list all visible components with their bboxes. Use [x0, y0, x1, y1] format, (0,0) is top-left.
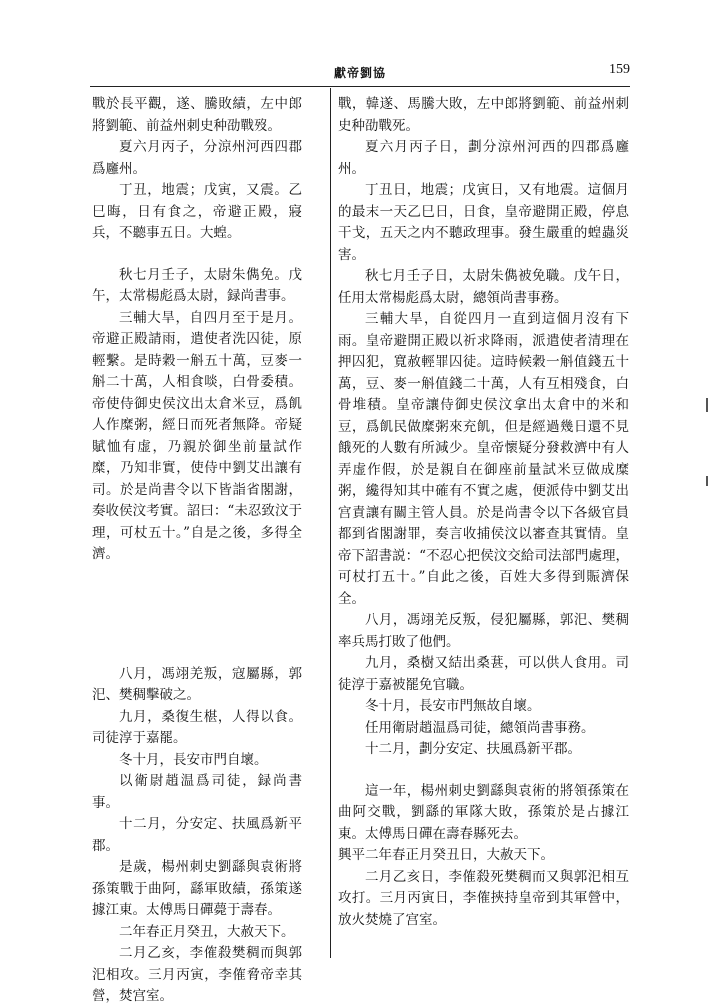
paragraph: 二年春正月癸丑，大赦天下。	[119, 923, 295, 940]
paragraph: 夏六月丙子，分涼州河西四郡爲廱州。	[92, 139, 302, 177]
page-header	[90, 60, 630, 87]
paragraph: 十二月，劃分安定、扶風爲新平郡。	[365, 741, 581, 757]
paragraph: 三輔大旱，自四月至于是月。帝避正殿請雨，遣使者洗囚徒，原輕繫。是時穀一斛五十萬，豆麥一斛二十萬，人相食啖，白骨委積。帝使侍御史侯汶出太倉米豆，爲飢人作糜粥，經日而死者無降。帝疑賦恤有虚，乃親於御坐前量試作糜，乃知非實，使侍中劉艾出讓有司。於是尚書令以下皆詣省閣謝，奏收侯汶考實。詔曰：“未忍致汶于理，可杖五十。”自是之後，多得全濟。	[92, 309, 302, 562]
running-title: 獻帝劉協	[333, 66, 386, 80]
paragraph: 秋七月壬子，太尉朱儁免。戊午，太常楊彪爲太尉，録尚書事。	[92, 266, 302, 304]
paragraph: 十二月，分安定、扶風爲新平郡。	[92, 816, 302, 854]
paragraph: 三輔大旱，自從四月一直到這個月沒有下雨。皇帝避開正殿以祈求降雨，派遣使者清理在押囚犯，寬赦輕罪囚徒。這時候穀一斛值錢五十萬，豆、麥一斛值錢二十萬，人有互相殘食，白骨堆積。皇帝讓侍御史侯汶拿出太倉中的米和豆，爲飢民做糜粥來充飢，但是經過幾日還不見餓死的人數有所減少。皇帝懷疑分發救濟中有人弄虚作假，於是親自在御座前量試米豆做成糜粥，纔得知其中確有不實之處，便派侍中劉艾出宫責讓有關主管人員。於是尚書令以下各級官員都到省閣謝罪，奏言收捕侯汶以審查其實情。皇帝下詔書説：“不忍心把侯汶交給司法部門處理，可杖打五十。”自此之後，百姓大多得到賑濟保全。	[338, 311, 629, 607]
paragraph: 八月，馮翊羌叛，寇屬縣，郭汜、樊稠擊破之。	[92, 665, 302, 703]
original-text-column	[92, 94, 302, 1008]
paragraph: 秋七月壬子日，太尉朱儁被免職。戊午日，任用太常楊彪爲太尉，總領尚書事務。	[338, 268, 629, 306]
paragraph: 冬十月，長安市門無故自壞。	[365, 698, 541, 714]
scan-edge-mark	[706, 476, 708, 486]
paragraph: 以衛尉趙温爲司徒，録尚書事。	[92, 773, 302, 811]
translation-column	[338, 94, 629, 931]
paragraph: 丁丑，地震；戊寅，又震。乙巳晦，日有食之，帝避正殿，寢兵，不聽事五日。大蝗。	[92, 182, 302, 241]
paragraph: 二月乙亥，李傕殺樊稠而與郭汜相攻。三月丙寅，李傕脅帝幸其營，焚宫室。	[92, 945, 302, 1004]
paragraph: 九月，桑復生椹，人得以食。司徒淳于嘉罷。	[92, 708, 302, 746]
paragraph: 興平二年春正月癸丑日，大赦天下。	[338, 847, 554, 863]
spacer	[92, 566, 302, 664]
paragraph: 八月，馮翊羌反叛，侵犯屬縣，郭汜、樊稠率兵馬打敗了他們。	[338, 612, 629, 650]
spacer	[338, 761, 629, 781]
paragraph: 戰，韓遂、馬騰大敗，左中郎將劉範、前益州刺史种劭戰死。	[338, 96, 629, 134]
paragraph: 任用衛尉趙温爲司徒，總領尚書事務。	[365, 719, 595, 736]
paragraph: 夏六月丙子日，劃分涼州河西的四郡爲廱州。	[338, 139, 629, 177]
paragraph: 戰於長平觀，遂、騰敗績，左中郎將劉範、前益州刺史种劭戰歿。	[92, 96, 302, 134]
spacer	[92, 245, 302, 265]
paragraph: 這一年，楊州刺史劉繇與袁術的將領孫策在曲阿交戰，劉繇的軍隊大敗，孫策於是占據江東。太傅馬日磾在壽春縣死去。	[338, 782, 629, 842]
scan-edge-mark	[706, 398, 708, 412]
page-number: 159	[609, 62, 630, 77]
paragraph: 二月乙亥日，李傕殺死樊稠而又與郭汜相互攻打。三月丙寅日，李傕挾持皇帝到其軍營中，放火焚燒了宫室。	[338, 868, 629, 928]
paragraph: 九月，桑樹又結出桑葚，可以供人食用。司徒淳于嘉被罷免官職。	[338, 655, 629, 693]
column-divider	[330, 88, 331, 958]
paragraph: 丁丑日，地震；戊寅日，又有地震。這個月的最末一天乙巳日，日食，皇帝避開正殿，停息干戈，五天之内不聽政理事。發生嚴重的蝗蟲災害。	[338, 182, 629, 263]
paragraph: 是歲，楊州刺史劉繇與袁術將孫策戰于曲阿，繇軍敗績，孫策遂據江東。太傅馬日磾薨于壽春。	[92, 859, 302, 918]
paragraph: 冬十月，長安市門自壞。	[119, 751, 268, 768]
